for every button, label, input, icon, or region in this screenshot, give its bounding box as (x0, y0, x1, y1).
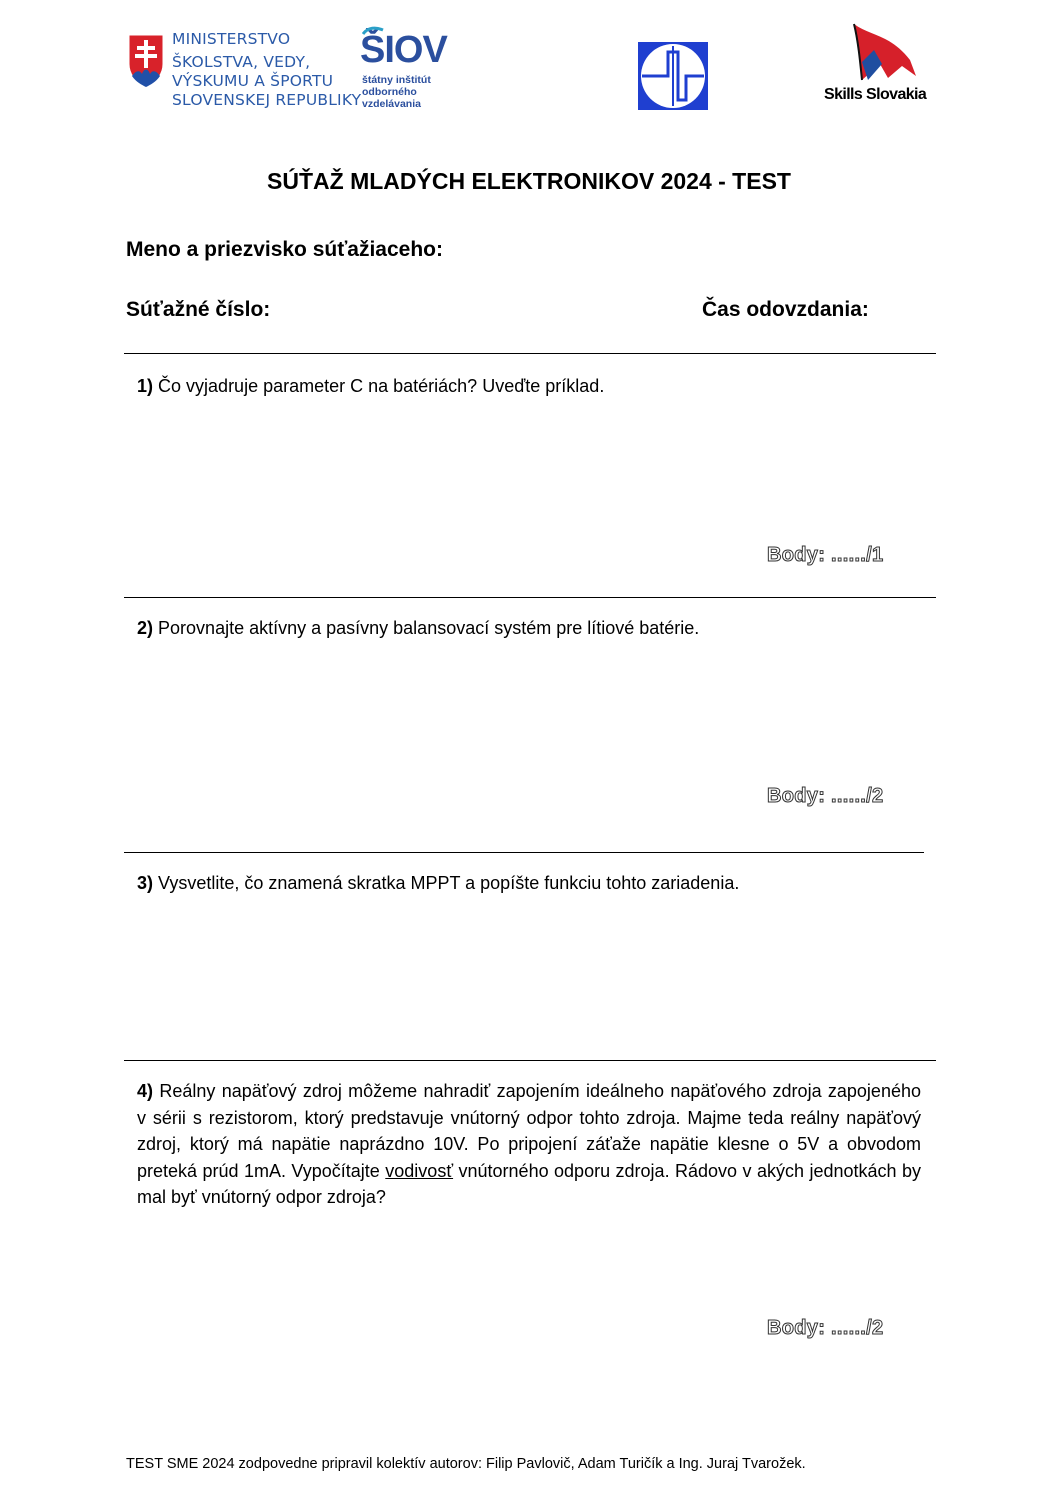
ministry-logo (128, 30, 362, 122)
time-label: Čas odovzdania: (702, 298, 869, 321)
question-2 (137, 615, 921, 642)
question-1-text: Čo vyjadruje parameter C na batériách? Uveďte príklad. (158, 376, 605, 396)
siov-logo (360, 26, 450, 118)
ministry-line-4: SLOVENSKEJ REPUBLIKY (172, 91, 362, 109)
question-3-text: Vysvetlite, čo znamená skratka MPPT a popíšte funkciu tohto zariadenia. (158, 873, 740, 893)
question-3-number: 3) (137, 873, 154, 893)
ministry-line-3: VÝSKUMU A ŠPORTU (172, 72, 334, 90)
question-4-text-before: Reálny napäťový zdroj môžeme nahradiť zapojením ideálneho napäťového zdroja zapojeného v sérii s rezistorom, ktorý predstavuje vnútorný odpor tohto zdroja. Majme teda reálny napäťový zdroj, ktorý má napätie naprázdno 10V. Po pripojení záťaže napätie klesne o 5V a obvodom preteká prúd 1mA. Vypočítajte (137, 1081, 921, 1181)
question-2-text: Porovnajte aktívny a pasívny balansovací systém pre lítiové batérie. (158, 618, 700, 638)
skills-flag-icon (840, 20, 918, 84)
question-4-text-after: vnútorného odporu zdroja. Rádovo v akých jednotkách by mal byť vnútorný odpor zdroja? (137, 1160, 921, 1207)
slovak-coat-of-arms-icon (128, 34, 164, 88)
question-4-underlined-word: vodivosť (385, 1160, 454, 1181)
question-2-score: Body: ....../2 (767, 785, 884, 807)
siov-swoosh-icon (362, 26, 384, 36)
question-4-number: 4) (137, 1081, 154, 1101)
ministry-line-1: MINISTERSTVO (172, 30, 291, 48)
siov-sub-line-3: vzdelávania (362, 98, 421, 110)
question-1-number: 1) (137, 376, 154, 396)
siov-name: ŠIOV (360, 29, 447, 71)
square-wave-cross-icon (638, 42, 708, 110)
footer-authors: TEST SME 2024 zodpovedne pripravil kolektív autorov: Filip Pavlovič, Adam Turičík a Ing. Juraj Tvarožek. (126, 1456, 806, 1472)
ministry-line-2: ŠKOLSTVA, VEDY, (172, 53, 311, 71)
skills-slovakia-name: Skills Slovakia (824, 86, 927, 103)
competition-logo (638, 42, 708, 110)
number-label: Súťažné číslo: (126, 298, 271, 321)
question-3 (137, 870, 921, 897)
divider-2 (124, 597, 936, 598)
question-4-score: Body: ....../2 (767, 1317, 884, 1339)
question-2-number: 2) (137, 618, 154, 638)
question-1 (137, 373, 921, 400)
siov-sub-line-1: štátny inštitút (362, 74, 431, 86)
skills-slovakia-logo (820, 20, 927, 112)
siov-sub-line-2: odborného (362, 86, 417, 98)
divider-3 (124, 852, 924, 853)
name-label: Meno a priezvisko súťažiaceho: (126, 238, 443, 261)
divider-4 (124, 1060, 936, 1061)
question-4 (137, 1078, 921, 1211)
question-1-score: Body: ....../1 (767, 544, 884, 566)
document-title: SÚŤAŽ MLADÝCH ELEKTRONIKOV 2024 - TEST (267, 168, 791, 194)
divider-1 (124, 353, 936, 354)
